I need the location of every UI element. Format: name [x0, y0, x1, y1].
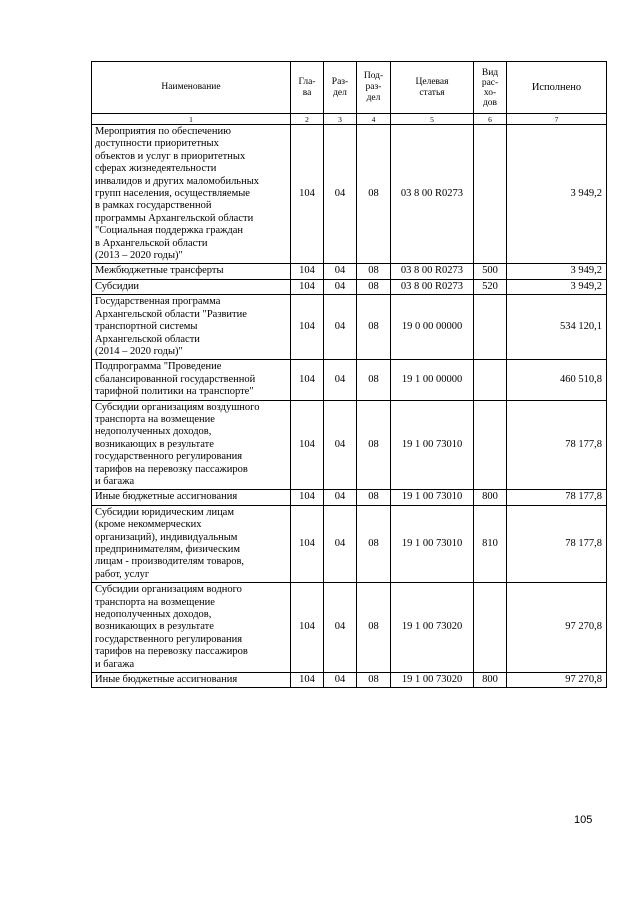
cell-target: 19 0 00 00000 — [391, 295, 474, 360]
header-razdel: Раз- дел — [324, 62, 357, 114]
cell-podrazdel: 08 — [357, 360, 391, 400]
cell-podrazdel: 08 — [357, 505, 391, 582]
header-row — [92, 62, 607, 114]
cell-glava: 104 — [291, 490, 324, 505]
cell-vid — [474, 400, 507, 490]
cell-name: Иные бюджетные ассигнования — [92, 673, 291, 688]
table-row — [92, 264, 607, 279]
table-row — [92, 125, 607, 264]
table-row — [92, 505, 607, 582]
cell-target: 03 8 00 R0273 — [391, 264, 474, 279]
column-number: 1 — [92, 114, 291, 125]
cell-target: 19 1 00 73010 — [391, 490, 474, 505]
table-row — [92, 295, 607, 360]
cell-target: 19 1 00 73020 — [391, 583, 474, 673]
cell-glava: 104 — [291, 505, 324, 582]
table-row — [92, 279, 607, 294]
cell-podrazdel: 08 — [357, 279, 391, 294]
cell-glava: 104 — [291, 360, 324, 400]
cell-glava: 104 — [291, 400, 324, 490]
cell-vid: 500 — [474, 264, 507, 279]
cell-amount: 78 177,8 — [507, 505, 607, 582]
cell-vid: 810 — [474, 505, 507, 582]
cell-glava: 104 — [291, 125, 324, 264]
table-row — [92, 490, 607, 505]
cell-razdel: 04 — [324, 490, 357, 505]
header-name: Наименование — [92, 62, 291, 114]
cell-vid — [474, 360, 507, 400]
cell-target: 19 1 00 73010 — [391, 400, 474, 490]
cell-glava: 104 — [291, 673, 324, 688]
cell-glava: 104 — [291, 264, 324, 279]
cell-amount: 78 177,8 — [507, 400, 607, 490]
cell-name: Иные бюджетные ассигнования — [92, 490, 291, 505]
table-row — [92, 360, 607, 400]
cell-razdel: 04 — [324, 279, 357, 294]
column-number: 3 — [324, 114, 357, 125]
cell-razdel: 04 — [324, 295, 357, 360]
cell-amount: 460 510,8 — [507, 360, 607, 400]
cell-podrazdel: 08 — [357, 490, 391, 505]
cell-glava: 104 — [291, 279, 324, 294]
table-row — [92, 400, 607, 490]
cell-vid — [474, 125, 507, 264]
cell-glava: 104 — [291, 295, 324, 360]
header-podrazdel: Под- раз- дел — [357, 62, 391, 114]
header-vid: Вид рас- хо- дов — [474, 62, 507, 114]
cell-vid: 800 — [474, 673, 507, 688]
cell-name: Субсидии организациям водного транспорта на возмещение недополученных доходов, возникающих в результате государственного регулирования тарифов на перевозку пассажиров и багажа — [92, 583, 291, 673]
cell-glava: 104 — [291, 583, 324, 673]
column-number: 6 — [474, 114, 507, 125]
cell-podrazdel: 08 — [357, 264, 391, 279]
cell-podrazdel: 08 — [357, 583, 391, 673]
cell-name: Государственная программа Архангельской области "Развитие транспортной системы Архангельской области (2014 – 2020 годы)" — [92, 295, 291, 360]
column-number: 4 — [357, 114, 391, 125]
cell-amount: 3 949,2 — [507, 279, 607, 294]
cell-amount: 97 270,8 — [507, 583, 607, 673]
header-executed: Исполнено — [507, 62, 607, 114]
cell-amount: 3 949,2 — [507, 264, 607, 279]
column-number-row — [92, 114, 607, 125]
budget-table — [91, 61, 607, 688]
cell-razdel: 04 — [324, 360, 357, 400]
cell-amount: 97 270,8 — [507, 673, 607, 688]
column-number: 7 — [507, 114, 607, 125]
cell-podrazdel: 08 — [357, 125, 391, 264]
cell-razdel: 04 — [324, 125, 357, 264]
column-number: 2 — [291, 114, 324, 125]
cell-target: 19 1 00 73010 — [391, 505, 474, 582]
header-glava: Гла- ва — [291, 62, 324, 114]
cell-amount: 78 177,8 — [507, 490, 607, 505]
cell-vid: 800 — [474, 490, 507, 505]
cell-razdel: 04 — [324, 264, 357, 279]
cell-name: Субсидии — [92, 279, 291, 294]
cell-target: 19 1 00 00000 — [391, 360, 474, 400]
cell-target: 19 1 00 73020 — [391, 673, 474, 688]
table-row — [92, 583, 607, 673]
cell-target: 03 8 00 R0273 — [391, 279, 474, 294]
cell-razdel: 04 — [324, 400, 357, 490]
cell-vid — [474, 295, 507, 360]
table-row — [92, 673, 607, 688]
table-body — [92, 125, 607, 688]
cell-name: Межбюджетные трансферты — [92, 264, 291, 279]
cell-name: Субсидии юридическим лицам (кроме некоммерческих организаций), индивидуальным предпринимателям, физическим лицам - производителям товаров, работ, услуг — [92, 505, 291, 582]
cell-podrazdel: 08 — [357, 295, 391, 360]
cell-razdel: 04 — [324, 505, 357, 582]
column-number: 5 — [391, 114, 474, 125]
cell-podrazdel: 08 — [357, 400, 391, 490]
cell-vid: 520 — [474, 279, 507, 294]
cell-amount: 3 949,2 — [507, 125, 607, 264]
page-number: 105 — [574, 814, 593, 826]
cell-name: Мероприятия по обеспечению доступности приоритетных объектов и услуг в приоритетных сферах жизнедеятельности инвалидов и других маломобильных групп населения, осуществляемые в рамках государственной программы Архангельской области "Социальная поддержка граждан в Архангельской области (2013 – 2020 годы)" — [92, 125, 291, 264]
header-target: Целевая статья — [391, 62, 474, 114]
cell-razdel: 04 — [324, 673, 357, 688]
cell-vid — [474, 583, 507, 673]
cell-name: Субсидии организациям воздушного транспорта на возмещение недополученных доходов, возникающих в результате государственного регулирования тарифов на перевозку пассажиров и багажа — [92, 400, 291, 490]
cell-amount: 534 120,1 — [507, 295, 607, 360]
cell-razdel: 04 — [324, 583, 357, 673]
cell-target: 03 8 00 R0273 — [391, 125, 474, 264]
cell-name: Подпрограмма "Проведение сбалансированной государственной тарифной политики на транспорте" — [92, 360, 291, 400]
cell-podrazdel: 08 — [357, 673, 391, 688]
